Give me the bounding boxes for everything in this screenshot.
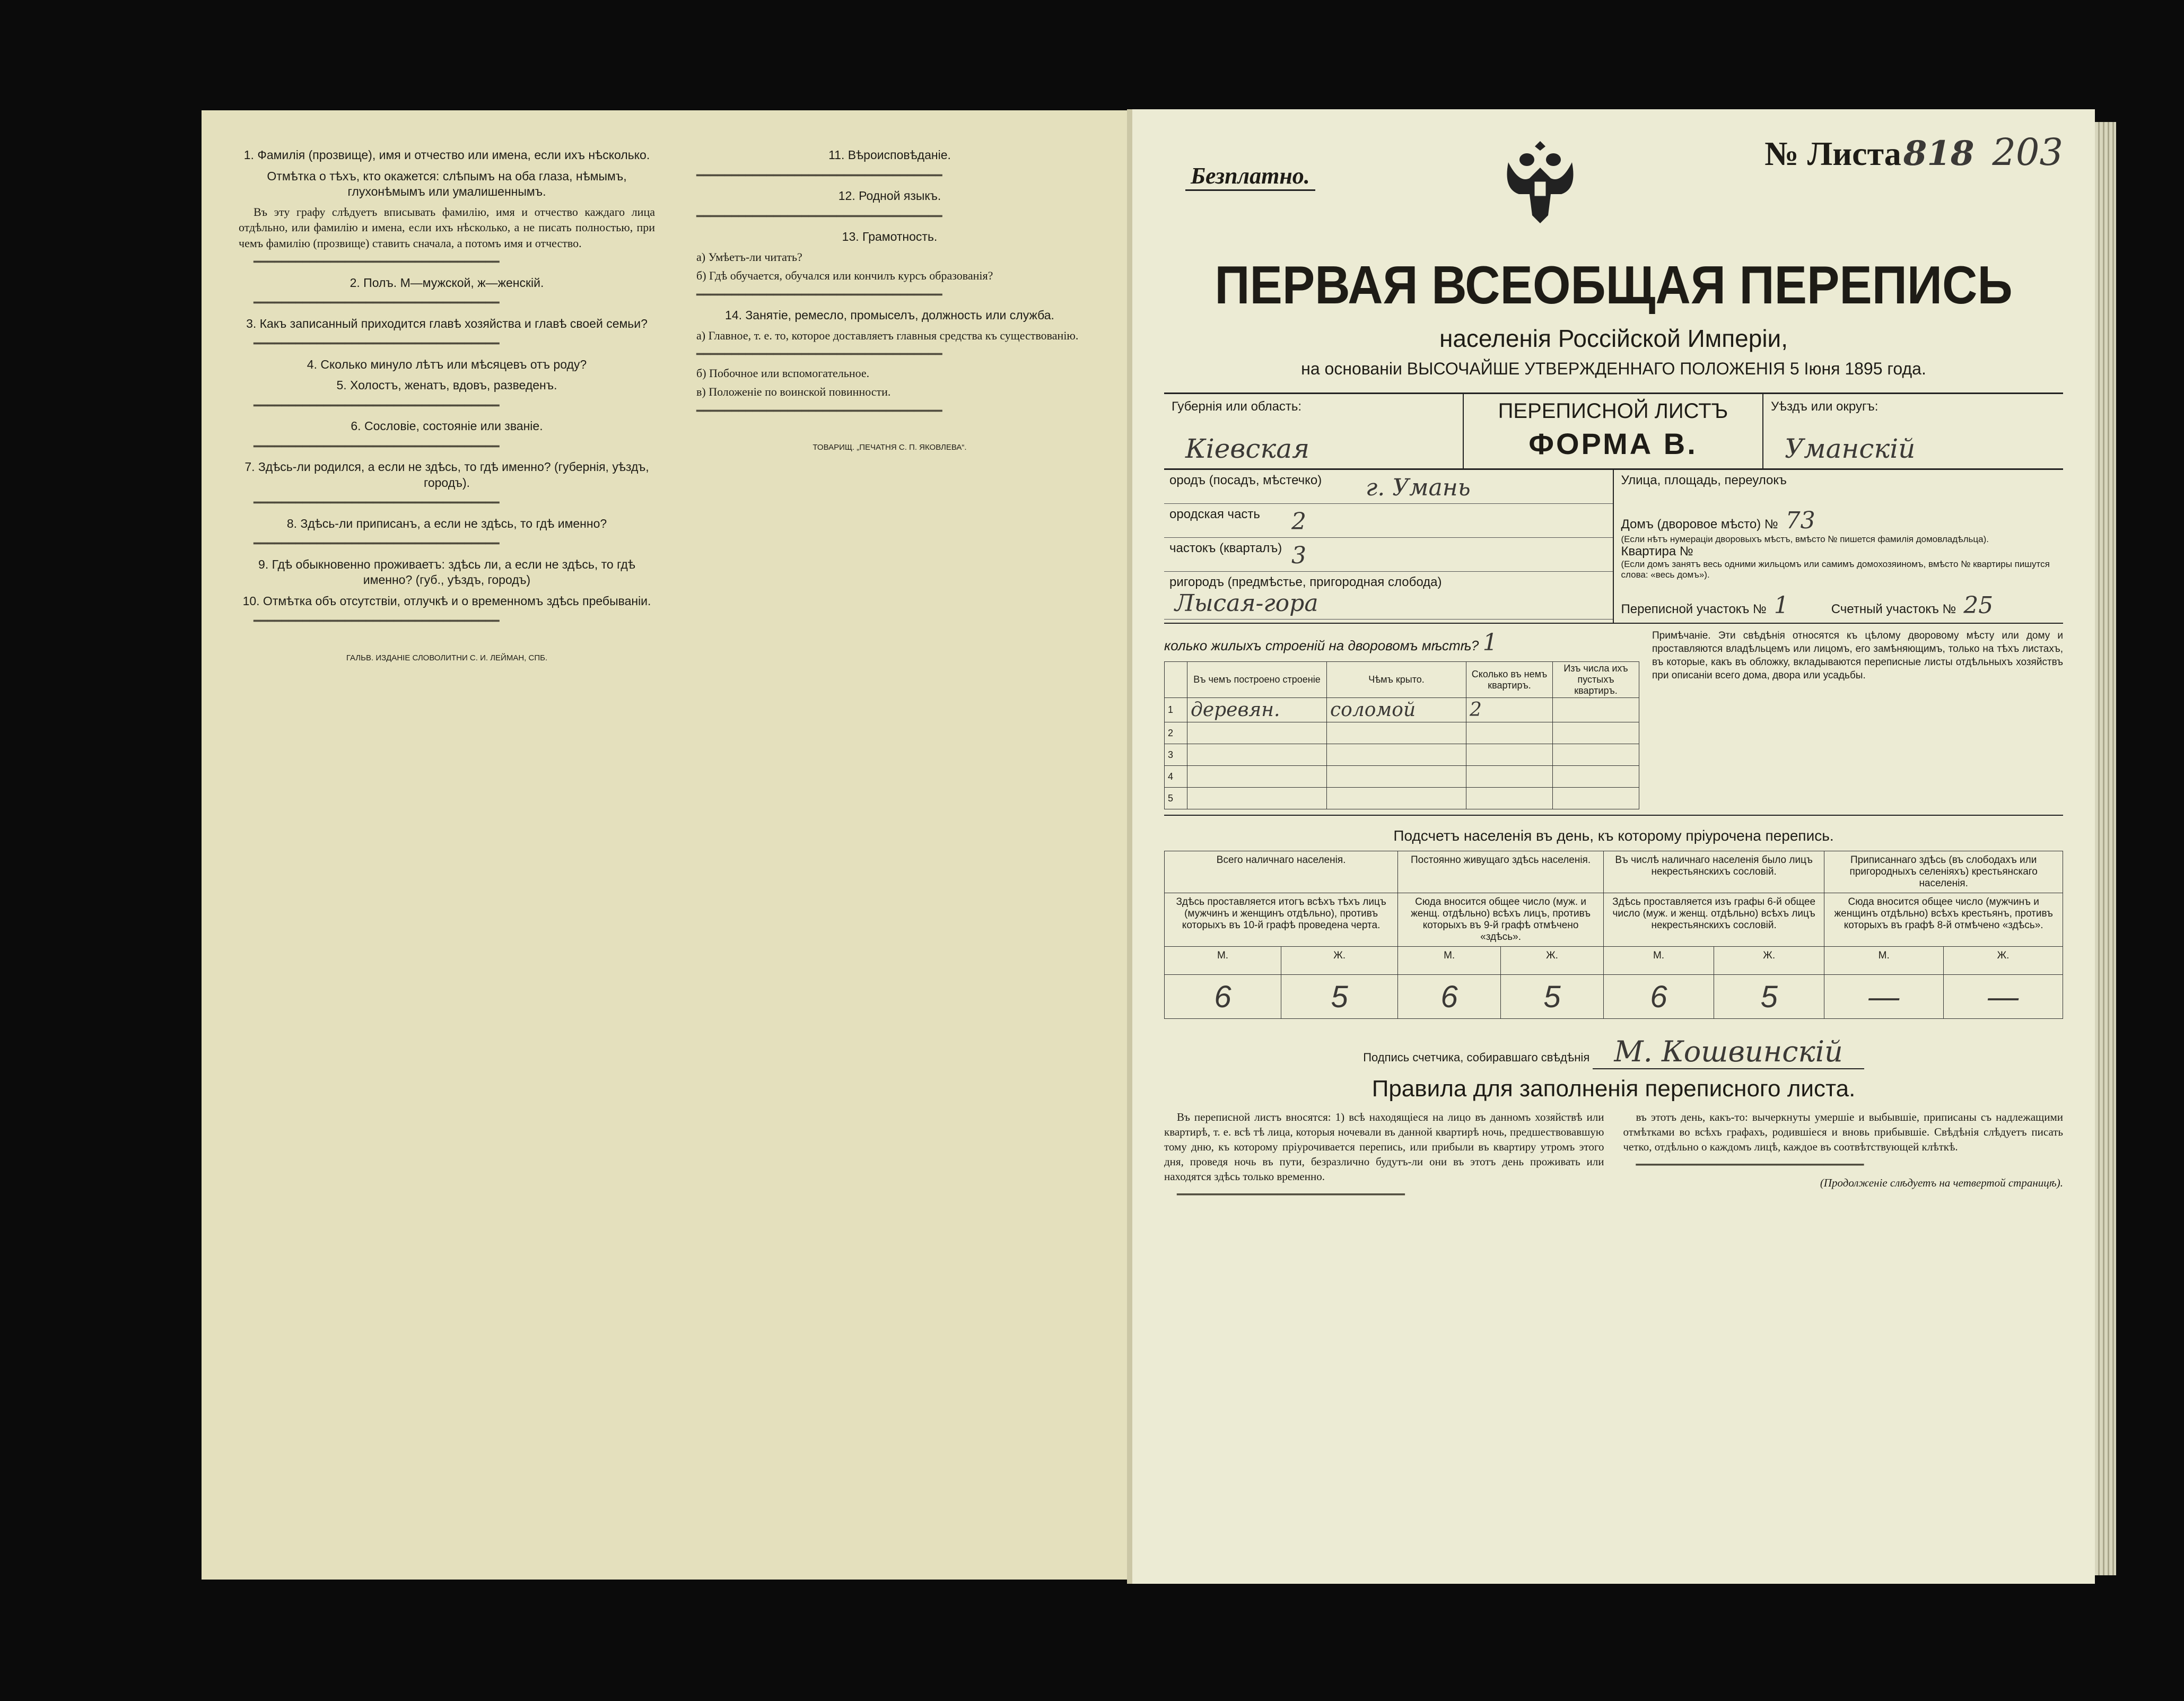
body-text: ━━━━━━━━━━━━━━━━━━━━━━━━━━━━━━━━━━━	[696, 168, 942, 182]
table-row[interactable]	[1165, 744, 1639, 766]
count-note-non-peasant: Здѣсь проставляется изъ графы 6-й общее число (муж. и женщ. отдѣльно) всѣхъ лицъ некрестьянскихъ сословій.	[1603, 893, 1824, 947]
body-text: ━━━━━━━━━━━━━━━━━━━━━━━━━━━━━━━━━━━	[254, 398, 500, 412]
apartment-count: 2	[1466, 698, 1553, 722]
building-material: деревян.	[1187, 698, 1327, 722]
roof-material: соломой	[1327, 698, 1466, 722]
city-part-field[interactable]	[1164, 504, 1613, 538]
house-label: Домъ (дворовое мѣсто) №	[1621, 517, 1778, 531]
male-label: М.	[1398, 947, 1501, 975]
count-value[interactable]: 5	[1281, 975, 1398, 1019]
body-text: ━━━━━━━━━━━━━━━━━━━━━━━━━━━━━━━━━━━	[254, 496, 500, 509]
census-district-value: 1	[1774, 592, 1789, 619]
house-value: 73	[1785, 507, 1815, 534]
count-value[interactable]: 6	[1165, 975, 1281, 1019]
body-text: ━━━━━━━━━━━━━━━━━━━━━━━━━━━━━━━━━━━	[254, 537, 500, 550]
district-cell[interactable]	[1763, 394, 2063, 468]
signature-value[interactable]: М. Кошвинскій	[1593, 1035, 1864, 1069]
body-text: ━━━━━━━━━━━━━━━━━━━━━━━━━━━━━━━━━━━	[696, 209, 942, 223]
address-block	[1164, 470, 2063, 624]
empty-count	[1553, 698, 1639, 722]
form-subtitle: населенія Россійской Имперіи,	[1439, 325, 1788, 352]
rules-continued: (Продолженіе слѣдуетъ на четвертой страницѣ).	[1820, 1176, 2063, 1189]
count-value[interactable]: 5	[1714, 975, 1824, 1019]
counting-district-value: 25	[1963, 592, 1994, 619]
signature-label: Подпись счетчика, собиравшаго свѣдѣнія	[1363, 1051, 1590, 1064]
section-1-note: Отмѣтка о тѣхъ, кто окажется: слѣпымъ на оба глаза, нѣмымъ, глухонѣмымъ или умалишеннымъ.	[267, 169, 627, 198]
street-label: Улица, площадь, переулокъ	[1621, 473, 1787, 487]
male-label: М.	[1824, 947, 1944, 975]
section-1-text: Въ эту графу слѣдуетъ вписывать фамилію, имя и отчество каждаго лица отдѣльно, или фамилію и имена, если ихъ нѣсколько, а не писать полностью, при чемъ фамилію (прозвище) ставить сначала, а потомъ имя и отчество.	[239, 205, 655, 250]
free-label: Безплатно.	[1185, 162, 1315, 191]
count-note-permanent: Сюда вносится общее число (муж. и женщ. отдѣльно) всѣхъ лицъ, противъ которыхъ въ 9-й графѣ отмѣчено «здѣсь».	[1398, 893, 1604, 947]
section-7-heading: 7. Здѣсь-ли родился, а если не здѣсь, то гдѣ именно? (губернія, уѣздъ, городъ).	[244, 460, 649, 490]
male-label: М.	[1603, 947, 1714, 975]
city-label: ородъ (посадъ, мѣстечко)	[1169, 473, 1322, 487]
buildings-value: 1	[1482, 629, 1498, 656]
male-label: М.	[1165, 947, 1281, 975]
city-field[interactable]	[1164, 470, 1613, 504]
count-header-total: Всего наличнаго населенія.	[1165, 851, 1398, 893]
house-field[interactable]	[1614, 504, 2064, 544]
suburb-label: ригородъ (предмѣстье, пригородная слобода)	[1169, 575, 1442, 589]
form-type-cell	[1464, 394, 1763, 468]
apartment-note: (Если домъ занятъ весь одними жильцомъ или самимъ домохозяиномъ, вмѣсто № квартиры пишутся слова: «весь домъ»).	[1621, 559, 2050, 580]
count-value[interactable]: 6	[1603, 975, 1714, 1019]
district-value: Уманскій	[1785, 433, 1916, 464]
printer-footer-right: ТОВАРИЩ. „ПЕЧАТНЯ С. П. ЯКОВЛЕВА“.	[813, 443, 967, 452]
city-part-label: ородская часть	[1169, 507, 1260, 521]
section-8-heading: 8. Здѣсь-ли приписанъ, а если не здѣсь, то гдѣ именно?	[286, 516, 607, 530]
section-13a: а) Умѣетъ-ли читать?	[696, 250, 802, 264]
table-row[interactable]	[1165, 698, 1639, 722]
instructions-column-1	[239, 142, 655, 1553]
count-value[interactable]: —	[1824, 975, 1944, 1019]
rules-column-2: въ этотъ день, какъ-то: вычеркнуты умершіе и выбывшіе, приписаны съ надлежащими отмѣтками во всѣхъ графахъ, родившіеся и вновь прибывшіе. Свѣдѣнія слѣдуетъ писать четко, отдѣльно о каждомъ лицѣ, каждое въ соотвѣтствующей клѣткѣ.	[1623, 1111, 2063, 1153]
body-text: ━━━━━━━━━━━━━━━━━━━━━━━━━━━━━━━━━━━	[254, 296, 500, 309]
sheet-number-label: № Листа	[1764, 135, 1901, 172]
body-text: ━━━━━━━━━━━━━━━━━━━━━━━━━━━━━━━━━━━	[696, 347, 942, 361]
section-13b: б) Гдѣ обучается, обучался или кончилъ курсъ образованія?	[696, 269, 993, 282]
bt-header-empty: Изъ числа ихъ пустыхъ квартиръ.	[1553, 662, 1639, 698]
body-text: ━━━━━━━━━━━━━━━━━━━━━━━━━━━━━━━━━━━	[696, 287, 942, 301]
districts-field[interactable]	[1614, 589, 2064, 623]
street-field[interactable]	[1614, 470, 2064, 504]
suburb-field[interactable]	[1164, 572, 1613, 620]
corner-number: 203	[1992, 130, 2063, 174]
form-title: ПЕРЕПИСНОЙ ЛИСТЪ	[1498, 399, 1728, 423]
form-header-box	[1164, 392, 2063, 470]
section-5-heading: 5. Холостъ, женатъ, вдовъ, разведенъ.	[336, 378, 557, 392]
population-count-table	[1164, 851, 2063, 1019]
double-headed-eagle-icon	[1498, 130, 1583, 231]
body-text: ━━━━━━━━━━━━━━━━━━━━━━━━━━━━━━━━━━━	[254, 255, 500, 268]
buildings-table	[1164, 661, 1639, 809]
female-label: Ж.	[1501, 947, 1604, 975]
table-row[interactable]	[1165, 722, 1639, 744]
rules-text	[1164, 1110, 2063, 1407]
table-row[interactable]	[1165, 766, 1639, 788]
province-value: Кіевская	[1185, 433, 1310, 464]
count-title: Подсчетъ населенія въ день, къ которому пріурочена перепись.	[1393, 827, 1834, 844]
row-number: 4	[1165, 766, 1187, 788]
apartment-field[interactable]	[1614, 541, 2064, 589]
city-value: г. Умань	[1366, 474, 1471, 501]
count-header-peasant: Приписаннаго здѣсь (въ слободахъ или пригородныхъ селеніяхъ) крестьянскаго населенія.	[1824, 851, 2063, 893]
count-value[interactable]: —	[1944, 975, 2063, 1019]
body-text: ━━━━━━━━━━━━━━━━━━━━━━━━━━━━━━━━━━━	[254, 614, 500, 627]
province-cell[interactable]	[1164, 394, 1464, 468]
buildings-note: Примѣчаніе. Эти свѣдѣнія относятся къ цѣлому дворовому мѣсту или дому и проставляются владѣльцемъ или лицомъ, его замѣняющимъ, только на тѣхъ листахъ, въ которые, какъ въ обложку, вкладываются переписные листы отдѣльныхъ хозяйствъ при описаніи всего дома, двора или усадьбы.	[1652, 630, 2063, 681]
body-text: ━━━━━━━━━━━━━━━━━━━━━━━━━━━━━━━━━━	[1636, 1158, 1864, 1171]
female-label: Ж.	[1944, 947, 2063, 975]
section-14-heading: 14. Занятіе, ремесло, промыселъ, должность или служба.	[725, 308, 1054, 322]
section-9-heading: 9. Гдѣ обыкновенно проживаетъ: здѣсь ли, а если не здѣсь, то гдѣ именно? (губ., уѣздъ, городъ)	[258, 557, 635, 587]
row-number: 1	[1165, 698, 1187, 722]
count-note-total: Здѣсь проставляется итогъ всѣхъ тѣхъ лицъ (мужчинъ и женщинъ отдѣльно), противъ которыхъ въ 10-й графѣ проведена черта.	[1165, 893, 1398, 947]
section-4-heading: 4. Сколько минуло лѣтъ или мѣсяцевъ отъ роду?	[307, 357, 587, 371]
bt-header-apts: Сколько въ немъ квартиръ.	[1466, 662, 1553, 698]
count-value[interactable]: 5	[1501, 975, 1604, 1019]
bt-header-material: Въ чемъ построено строеніе	[1187, 662, 1327, 698]
section-14a: а) Главное, т. е. то, которое доставляетъ главныя средства къ существованію.	[696, 328, 1079, 342]
instructions-column-2	[682, 142, 1098, 1553]
count-header-non-peasant: Въ числѣ наличнаго населенія было лицъ некрестьянскихъ сословій.	[1603, 851, 1824, 893]
section-3-heading: 3. Какъ записанный приходится главѣ хозяйства и главѣ своей семьи?	[246, 316, 648, 330]
body-text: ━━━━━━━━━━━━━━━━━━━━━━━━━━━━━━━━━━━	[254, 337, 500, 350]
section-12-heading: 12. Родной языкъ.	[838, 189, 941, 203]
house-note: (Если нѣтъ нумераціи дворовыхъ мѣстъ, вмѣсто № пишется фамилія домовладѣльца).	[1621, 534, 1989, 544]
buildings-label: колько жилыхъ строеній на дворовомъ мѣстѣ?	[1164, 638, 1479, 653]
section-15: в) Положеніе по воинской повинности.	[696, 385, 891, 398]
bt-header-roof: Чѣмъ крыто.	[1327, 662, 1466, 698]
table-row[interactable]	[1165, 788, 1639, 809]
section-10-heading: 10. Отмѣтка объ отсутствіи, отлучкѣ и о временномъ здѣсь пребываніи.	[242, 594, 651, 608]
body-text: ━━━━━━━━━━━━━━━━━━━━━━━━━━━━━━━━━━	[1177, 1188, 1405, 1201]
count-header-permanent: Постоянно живущаго здѣсь населенія.	[1398, 851, 1604, 893]
city-part-value: 2	[1291, 508, 1306, 535]
plot-value: 3	[1291, 542, 1306, 569]
row-number: 3	[1165, 744, 1187, 766]
plot-field[interactable]	[1164, 538, 1613, 572]
count-value[interactable]: 6	[1398, 975, 1501, 1019]
sheet-number-value: 818	[1903, 134, 1975, 173]
counting-district-label: Счетный участокъ №	[1831, 602, 1956, 616]
form-letter: ФОРМА В.	[1528, 427, 1698, 460]
row-number: 5	[1165, 788, 1187, 809]
section-14b: б) Побочное или вспомогательное.	[696, 366, 870, 380]
rules-column-1: Въ переписной листъ вносятся: 1) всѣ находящіеся на лицо въ данномъ хозяйствѣ или квартирѣ, т. е. всѣ тѣ лица, которыя ночевали въ данной квартирѣ ночь, предшествовавшую тому дню, къ которому пріурочивается перепись, или прибыли въ квартиру утромъ этого дня, проведя ночь въ пути, безразлично будутъ-ли они въ этотъ день проживать или находятся здѣсь только временно.	[1164, 1111, 1604, 1183]
female-label: Ж.	[1714, 947, 1824, 975]
section-1-heading: 1. Фамилія (прозвище), имя и отчество или имена, если ихъ нѣсколько.	[243, 148, 650, 162]
section-6-heading: 6. Сословіе, состояніе или званіе.	[351, 419, 543, 433]
body-text: ━━━━━━━━━━━━━━━━━━━━━━━━━━━━━━━━━━━	[696, 404, 942, 417]
census-form-page	[1127, 109, 2095, 1584]
census-district-label: Переписной участокъ №	[1621, 602, 1767, 616]
district-label: Уѣздъ или округъ:	[1771, 399, 1879, 414]
rules-title: Правила для заполненія переписного листа.	[1371, 1076, 1856, 1102]
stacked-sheets-edge	[2095, 122, 2116, 1575]
apartment-label: Квартира №	[1621, 544, 1693, 559]
section-2-heading: 2. Полъ. М—мужской, ж—женскій.	[350, 275, 544, 290]
section-13-heading: 13. Грамотность.	[842, 230, 938, 243]
count-note-peasant: Сюда вносится общее число (мужчинъ и женщинъ отдѣльно) всѣхъ крестьянъ, противъ которыхъ въ графѣ 8-й отмѣчено «здѣсь».	[1824, 893, 2063, 947]
female-label: Ж.	[1281, 947, 1398, 975]
form-main-title: ПЕРВАЯ ВСЕОБЩАЯ ПЕРЕПИСЬ	[1215, 255, 2013, 316]
province-label: Губернія или область:	[1172, 399, 1302, 414]
instructions-page	[202, 110, 1135, 1580]
row-number: 2	[1165, 722, 1187, 744]
form-legal-basis: на основаніи ВЫСОЧАЙШЕ УТВЕРЖДЕННАГО ПОЛОЖЕНІЯ 5 Іюня 1895 года.	[1301, 359, 1926, 378]
section-11-heading: 11. Вѣроисповѣданіе.	[828, 148, 951, 162]
printer-footer-left: ГАЛЬВ. ИЗДАНІЕ СЛОВОЛИТНИ С. И. ЛЕЙМАН, СПБ.	[346, 653, 548, 662]
signature-row	[1164, 1035, 2063, 1068]
plot-label: частокъ (кварталъ)	[1169, 541, 1282, 555]
body-text: ━━━━━━━━━━━━━━━━━━━━━━━━━━━━━━━━━━━	[254, 439, 500, 453]
suburb-value: Лысая-гора	[1175, 590, 1318, 617]
buildings-section	[1164, 624, 2063, 816]
